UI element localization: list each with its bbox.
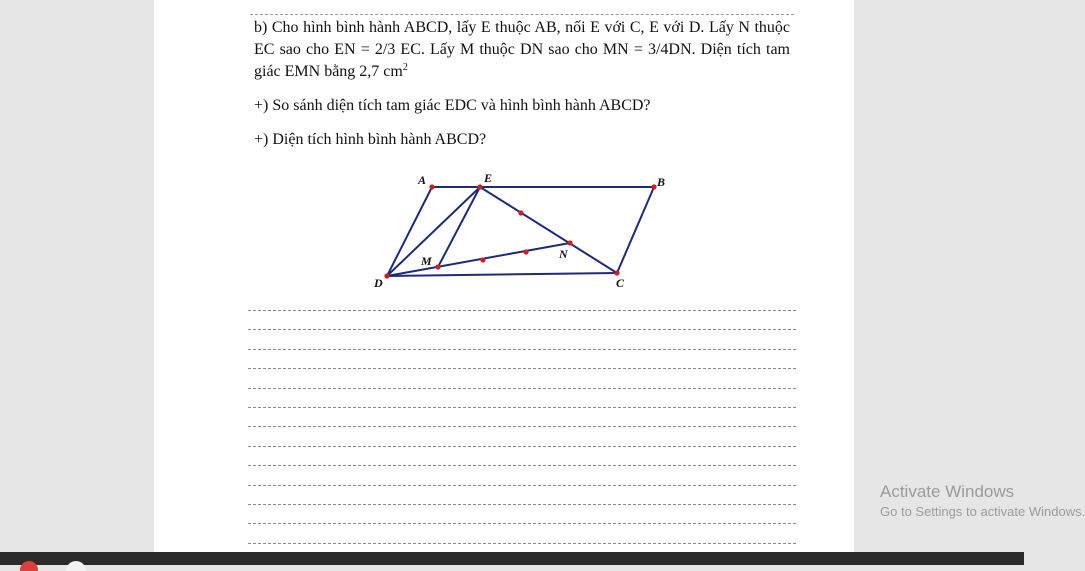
answer-lines	[248, 310, 796, 562]
point-ec-mid	[518, 210, 523, 215]
answer-line	[248, 426, 796, 427]
question-2: +) Diện tích hình bình hành ABCD?	[254, 131, 487, 148]
answer-line	[248, 329, 796, 330]
taskbar	[0, 552, 1024, 565]
label-d: D	[374, 276, 383, 290]
document-page	[154, 0, 854, 552]
point-a	[429, 184, 434, 189]
label-a: A	[418, 173, 427, 187]
point-d	[384, 273, 389, 278]
watermark-title: Activate Windows	[880, 482, 1015, 501]
segment-dn	[387, 243, 570, 276]
answer-line	[248, 485, 796, 486]
point-e	[477, 184, 482, 189]
point-m	[435, 264, 440, 269]
answer-line	[248, 388, 796, 389]
label-b: B	[657, 175, 666, 189]
segment-cd	[387, 273, 617, 276]
watermark-subtitle: Go to Settings to activate Windows.	[880, 504, 1085, 519]
problem-text: b) Cho hình bình hành ABCD, lấy E thuộc AB, nối E với C, E với D. Lấy N thuộc EC sao cho EN = 2/3 EC. Lấy M thuộc DN sao cho MN = 3/4DN. Diện tích tam giác EMN bằng 2,7 cm	[254, 19, 790, 80]
taskbar-app-icon[interactable]	[20, 561, 38, 571]
taskbar-app-icon[interactable]	[66, 561, 86, 571]
answer-line	[248, 368, 796, 369]
label-e: E	[484, 171, 493, 185]
point-dn-1	[480, 257, 485, 262]
point-c	[614, 270, 619, 275]
answer-line	[248, 543, 796, 544]
segment-ec	[480, 187, 617, 273]
answer-line	[248, 465, 796, 466]
label-n: N	[559, 247, 568, 261]
label-c: C	[616, 276, 625, 290]
point-n	[567, 240, 572, 245]
answer-line	[248, 310, 796, 311]
answer-line	[248, 504, 796, 505]
segment-em	[438, 187, 480, 267]
unit-superscript: 2	[402, 62, 408, 73]
answer-line	[248, 407, 796, 408]
answer-line	[248, 523, 796, 524]
segment-bc	[617, 187, 654, 273]
answer-line	[248, 349, 796, 350]
point-b	[651, 184, 656, 189]
geometry-figure	[154, 0, 854, 300]
label-m: M	[421, 254, 432, 268]
activation-watermark	[880, 481, 1085, 521]
question-1: +) So sánh diện tích tam giác EDC và hình bình hành ABCD?	[254, 97, 651, 114]
answer-line	[248, 446, 796, 447]
point-dn-2	[523, 249, 528, 254]
